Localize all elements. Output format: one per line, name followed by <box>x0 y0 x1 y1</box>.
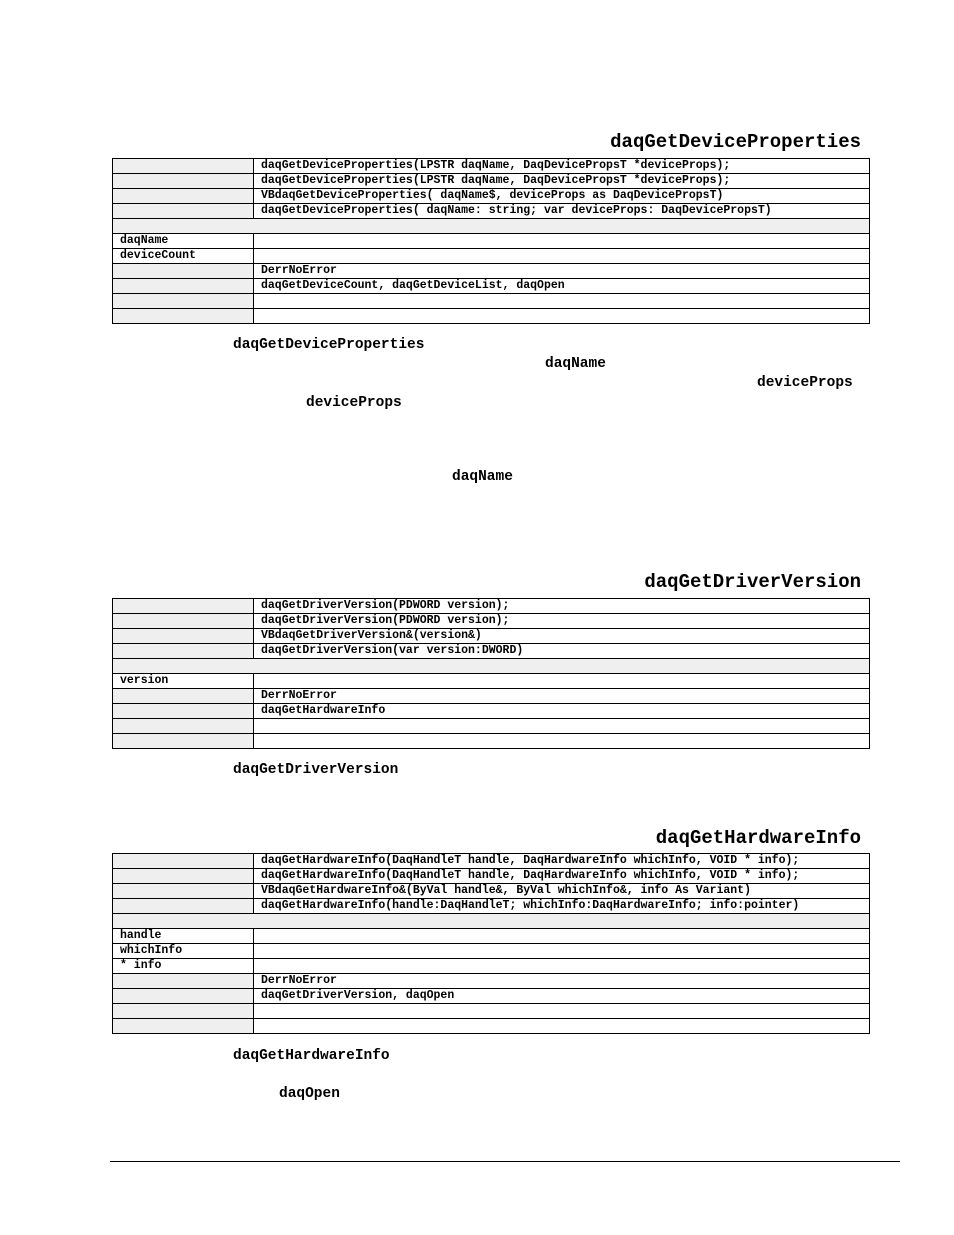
prototype-cpp: daqGetDeviceProperties(LPSTR daqName, DaqDevicePropsT *deviceProps); <box>254 174 870 189</box>
see-also-value: daqGetDeviceCount, daqGetDeviceList, daqOpen <box>254 279 870 294</box>
parameters-band <box>113 659 870 674</box>
parameters-band <box>113 219 870 234</box>
param-name: daqName <box>113 234 254 249</box>
prototype-vb: VBdaqGetDeviceProperties( daqName$, deviceProps as DaqDevicePropsT) <box>254 189 870 204</box>
returns-value: DerrNoError <box>254 974 870 989</box>
function-reference-table <box>112 598 870 749</box>
prototype-pascal: daqGetDeviceProperties( daqName: string; var deviceProps: DaqDevicePropsT) <box>254 204 870 219</box>
param-name: version <box>113 674 254 689</box>
prototype-vb: VBdaqGetHardwareInfo&(ByVal handle&, ByVal whichInfo&, info As Variant) <box>254 884 870 899</box>
body-term: deviceProps <box>757 375 853 391</box>
parameters-band <box>113 914 870 929</box>
body-term: daqOpen <box>279 1086 340 1102</box>
prototype-pascal: daqGetHardwareInfo(handle:DaqHandleT; whichInfo:DaqHardwareInfo; info:pointer) <box>254 899 870 914</box>
prototype-vb: VBdaqGetDriverVersion&(version&) <box>254 629 870 644</box>
prototype-c: daqGetHardwareInfo(DaqHandleT handle, DaqHardwareInfo whichInfo, VOID * info); <box>254 854 870 869</box>
param-name: whichInfo <box>113 944 254 959</box>
body-term: deviceProps <box>306 395 402 411</box>
prototype-cpp: daqGetHardwareInfo(DaqHandleT handle, DaqHardwareInfo whichInfo, VOID * info); <box>254 869 870 884</box>
prototype-pascal: daqGetDriverVersion(var version:DWORD) <box>254 644 870 659</box>
body-term: daqGetDriverVersion <box>233 762 399 778</box>
body-term: daqName <box>452 469 513 485</box>
param-name: handle <box>113 929 254 944</box>
section-title: daqGetDriverVersion <box>644 571 861 593</box>
returns-value: DerrNoError <box>254 689 870 704</box>
prototype-cpp: daqGetDriverVersion(PDWORD version); <box>254 614 870 629</box>
function-reference-table <box>112 158 870 324</box>
body-term: daqName <box>545 356 606 372</box>
see-also-value: daqGetHardwareInfo <box>254 704 870 719</box>
prototype-c: daqGetDeviceProperties(LPSTR daqName, DaqDevicePropsT *deviceProps); <box>254 159 870 174</box>
param-name: * info <box>113 959 254 974</box>
prototype-c: daqGetDriverVersion(PDWORD version); <box>254 599 870 614</box>
section-title: daqGetHardwareInfo <box>655 827 861 849</box>
function-reference-table <box>112 853 870 1034</box>
section-title: daqGetDeviceProperties <box>610 131 861 153</box>
body-term: daqGetHardwareInfo <box>233 1048 390 1064</box>
footer-rule <box>110 1161 900 1162</box>
param-name: deviceCount <box>113 249 254 264</box>
returns-value: DerrNoError <box>254 264 870 279</box>
body-term: daqGetDeviceProperties <box>233 337 425 353</box>
see-also-value: daqGetDriverVersion, daqOpen <box>254 989 870 1004</box>
